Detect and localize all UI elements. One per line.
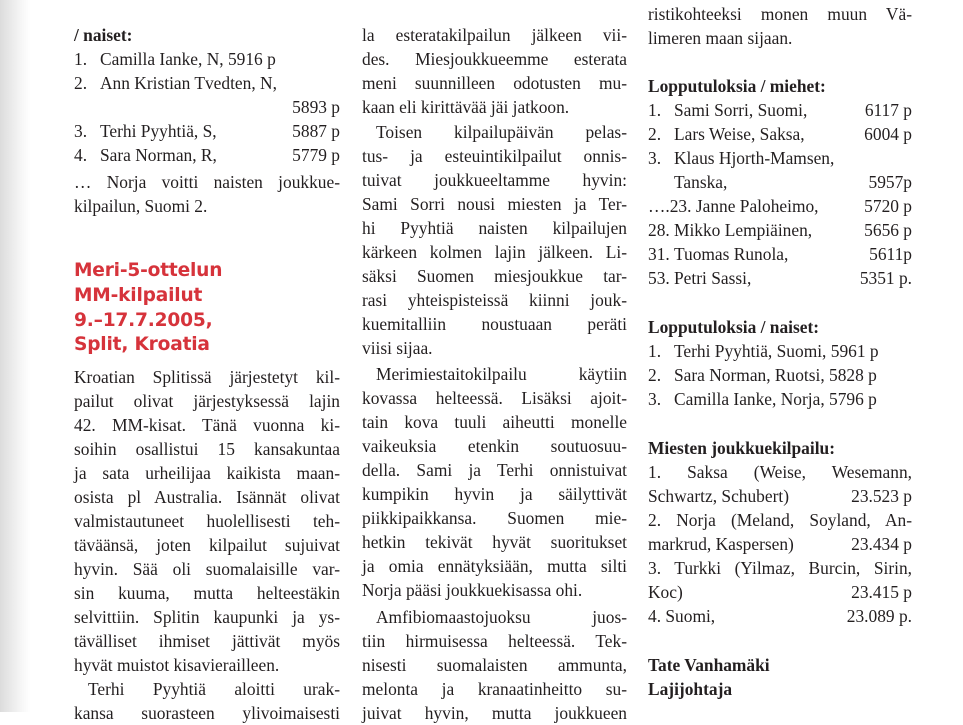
body-line: hyvät muistot kisavierailleen.: [74, 655, 280, 675]
team-result-line: 1. Saksa (Weise, Wesemann,: [648, 462, 912, 482]
body-line: Norja pääsi joukkuekisassa ohi.: [362, 580, 583, 600]
result-row: ….23. Janne Paloheimo, 5720 p: [648, 196, 912, 216]
page-edge-shadow: [0, 0, 30, 712]
author-name: Tate Vanhamäki: [648, 655, 770, 675]
body-line: pailut olivat järjestyksessä lajin: [74, 391, 340, 411]
body-line: Terhi Pyyhtiä aloitti urak-: [88, 679, 340, 699]
column-1: [74, 0, 340, 723]
article-heading-line: MM-kilpailut: [74, 285, 203, 306]
men-results-header: Lopputuloksia / miehet:: [648, 76, 826, 96]
body-line: tus- ja esteuintikilpailut onnis-: [362, 146, 627, 166]
result-row: 3. Camilla Ianke, Norja, 5796 p: [648, 389, 877, 409]
body-line: Amfibiomaastojuoksu juos-: [376, 607, 627, 627]
result-row: 3. Terhi Pyyhtiä, S, 5887 p: [74, 121, 340, 141]
result-row: 1. Terhi Pyyhtiä, Suomi, 5961 p: [648, 341, 879, 361]
team-note-line: … Norja voitti naisten joukkue-: [74, 172, 340, 192]
result-row: 2. Ann Kristian Tvedten, N,: [74, 73, 277, 93]
result-row: 31. Tuomas Runola, 5611p: [648, 244, 912, 264]
body-line: hetkin tekivät hyvät suoritukset: [362, 532, 627, 552]
women-results-header: / naiset:: [74, 25, 133, 45]
body-line: juivat hyvin, mutta joukkueen: [362, 703, 627, 723]
body-line: hi Pyyhtiä naisten kilpailujen: [362, 218, 627, 238]
team-result-line: Schwartz, Schubert) 23.523 p: [648, 486, 912, 506]
body-line: kaan eli kirittävää jäi jatkoon.: [362, 97, 570, 117]
body-line: ja omia ennätyksiään, mutta silti: [362, 556, 627, 576]
team-note-line: kilpailun, Suomi 2.: [74, 196, 208, 216]
result-row: 1. Sami Sorri, Suomi, 6117 p: [648, 100, 912, 120]
body-line: Merimiestaitokilpailu käytiin: [376, 364, 627, 384]
body-line: tain kova tuuli aiheutti monelle: [362, 412, 627, 432]
body-line: tävälliset ihmiset jättivät myös: [74, 631, 340, 651]
body-line: täväänsä, joten kilpailut sujuivat: [74, 535, 340, 555]
body-line: kärkeen kolmen lajin jälkeen. Li-: [362, 242, 627, 262]
result-row: 28. Mikko Lempiäinen, 5656 p: [648, 220, 912, 240]
body-line: tiin hirmuisessa helteessä. Tek-: [362, 631, 627, 651]
body-line: sin kuuma, mutta helteestäkin: [74, 583, 340, 603]
body-line: soihin osallistui 15 kansakuntaa: [74, 439, 340, 459]
result-row: 1. Camilla Ianke, N, 5916 p: [74, 49, 276, 69]
result-points: 5893 p: [292, 97, 340, 117]
body-line: kuemitalliin noustuaan peräti: [362, 314, 627, 334]
team-result-line: 3. Turkki (Yilmaz, Burcin, Sirin,: [648, 558, 912, 578]
result-row: 53. Petri Sassi, 5351 p.: [648, 268, 912, 288]
column-2: [362, 0, 627, 723]
body-line: Kroatian Splitissä järjestetyt kil-: [74, 367, 340, 387]
team-result-line: Koc) 23.415 p: [648, 582, 912, 602]
body-line: Toisen kilpailupäivän pelas-: [376, 122, 627, 142]
result-row: 4. Sara Norman, R, 5779 p: [74, 145, 340, 165]
body-line: des. Miesjoukkueemme esterata: [362, 49, 627, 69]
body-line: viisi sijaa.: [362, 338, 433, 358]
body-line: la esteratakilpailun jälkeen vii-: [362, 25, 627, 45]
result-row: 3. Klaus Hjorth-Mamsen,: [648, 148, 835, 168]
body-line: limeren maan sijaan.: [648, 28, 793, 48]
body-line: piikkipaikkansa. Suomen mie-: [362, 508, 627, 528]
result-row: 2. Lars Weise, Saksa, 6004 p: [648, 124, 912, 144]
column-3: [648, 0, 912, 712]
body-line: valmistautuneet huolellisesti teh-: [74, 511, 340, 531]
body-line: tuivat joukkueeltamme hyvin:: [362, 170, 627, 190]
team-results-header: Miesten joukkuekilpailu:: [648, 438, 835, 458]
body-line: ristikohteeksi monen muun Vä-: [648, 4, 912, 24]
body-line: selvittiin. Splitin kaupunki ja ys-: [74, 607, 340, 627]
body-line: rasi yhteispisteissä kiinni jouk-: [362, 290, 627, 310]
body-line: Sami Sorri nousi miesten ja Ter-: [362, 194, 627, 214]
body-line: säksi Suomen miesjoukkue tar-: [362, 266, 627, 286]
body-line: kumpikin hyvin ja säilyttivät: [362, 484, 627, 504]
team-result-line: 2. Norja (Meland, Soyland, An-: [648, 510, 912, 530]
body-line: hyvin. Sää oli suomalaisille var-: [74, 559, 340, 579]
body-line: osista pl Australia. Isännät olivat: [74, 487, 340, 507]
body-line: vaikeuksia etenkin soutuosuu-: [362, 436, 627, 456]
author-title: Lajijohtaja: [648, 679, 733, 699]
body-line: 42. MM-kisat. Tänä vuonna ki-: [74, 415, 340, 435]
result-row: Tanska, 5957p: [674, 172, 912, 192]
body-line: kovassa helteessä. Lisäksi ajoit-: [362, 388, 627, 408]
result-row: 2. Sara Norman, Ruotsi, 5828 p: [648, 365, 877, 385]
article-heading-line: 9.–17.7.2005,: [74, 310, 213, 331]
article-heading-line: Meri-5-ottelun: [74, 260, 223, 281]
body-line: melonta ja kranaatinheitto su-: [362, 679, 627, 699]
body-line: meni suunnilleen odotusten mu-: [362, 73, 627, 93]
body-line: kansa suorasteen ylivoimaisesti: [74, 703, 340, 723]
body-line: della. Sami ja Terhi onnistuivat: [362, 460, 627, 480]
body-line: nisesti suomalaisten ammunta,: [362, 655, 627, 675]
team-result-line: markrud, Kaspersen) 23.434 p: [648, 534, 912, 554]
article-heading-line: Split, Kroatia: [74, 334, 210, 355]
body-line: ja sata urheilijaa kaikista maan-: [74, 463, 340, 483]
women-results-header: Lopputuloksia / naiset:: [648, 317, 820, 337]
team-result-line: 4. Suomi, 23.089 p.: [648, 606, 912, 626]
